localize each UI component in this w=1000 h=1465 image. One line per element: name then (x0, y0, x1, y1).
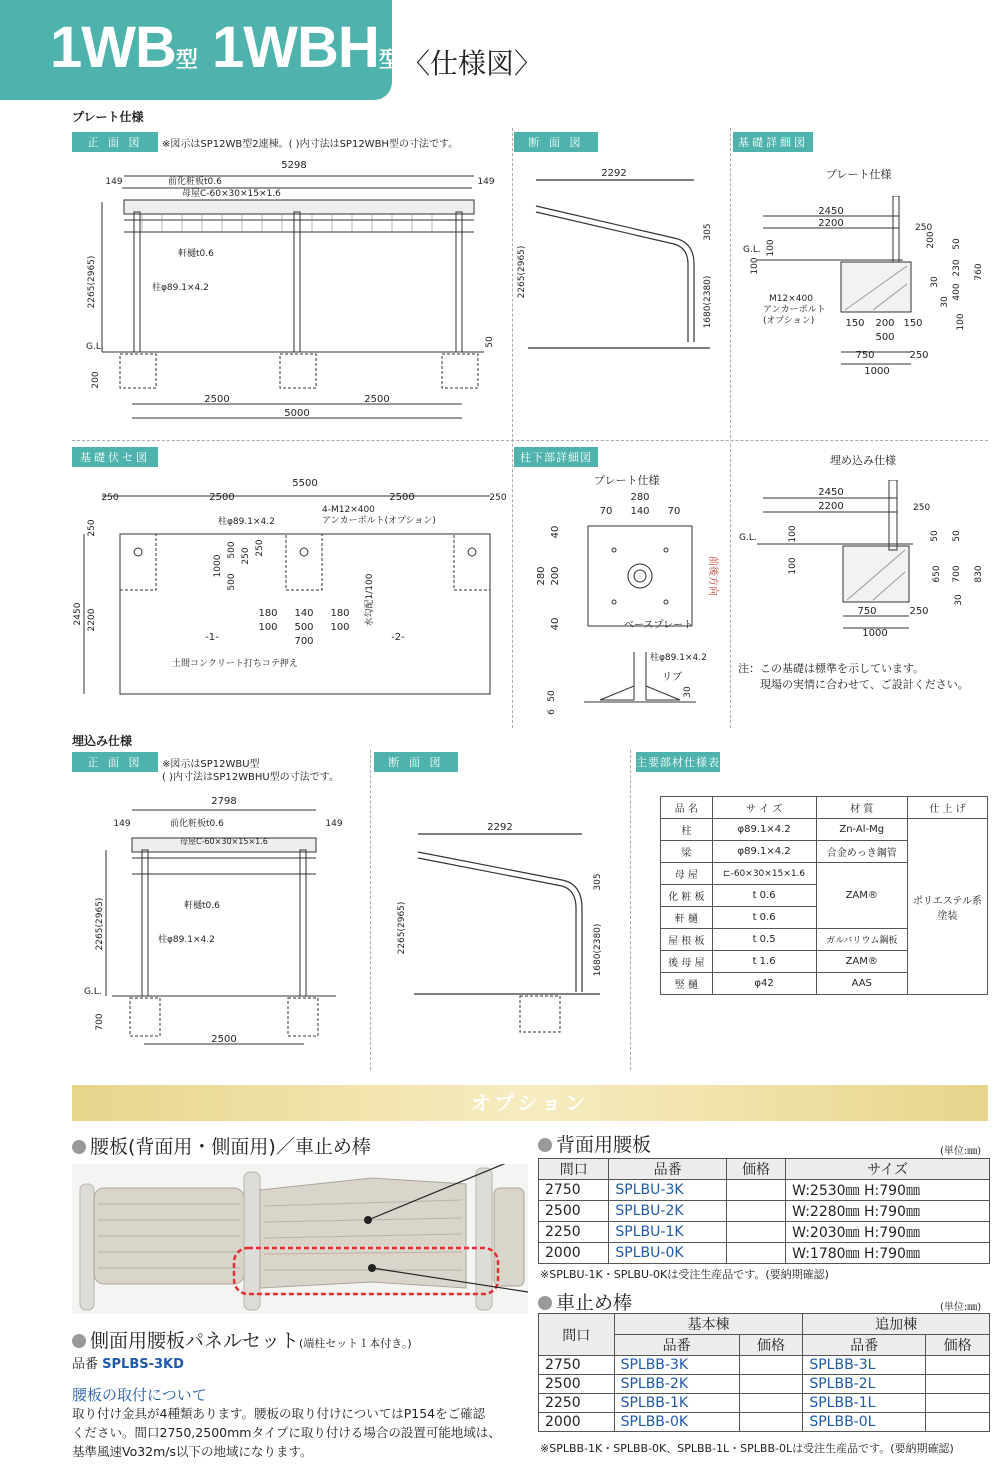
ef-height: 2265(2965) (95, 897, 105, 951)
es-clear: 1680(2380) (593, 923, 603, 977)
pd-a: 70 (599, 506, 613, 517)
dim-edge-right: 149 (477, 177, 495, 187)
table-row: 竪 樋 φ42 AAS (661, 973, 988, 995)
label-post: 柱φ89.1×4.2 (152, 283, 209, 293)
plan-m4: 250 (241, 547, 251, 565)
table-row: 化 粧 板 t 0.6 (661, 885, 988, 907)
side-code: 品番 SPLBS-3KD (72, 1357, 184, 1372)
fd-o: 150 (903, 318, 923, 329)
ef-gl: G.L. (84, 987, 102, 997)
embed-front-drawing (72, 790, 368, 1056)
ef-edge-right: 149 (325, 819, 343, 829)
plan-w5: 500 (294, 622, 314, 633)
pd-h3: 40 (550, 617, 561, 631)
tag-section-view: 断 面 図 (514, 132, 598, 152)
tag-materials: 主要部材仕様表 (636, 752, 720, 772)
table-row: 2500 SPLBB-2K SPLBB-2L (539, 1375, 990, 1394)
tag-plan-view: 基礎伏セ図 (72, 447, 158, 467)
ed-f: 50 (952, 530, 962, 542)
foundation-plate-title: プレート仕様 (826, 168, 892, 181)
dim-gl-gap: 50 (485, 336, 495, 348)
table-row: 柱 φ89.1×4.2 Zn-Al-Mg ポリエステル系塗装 (661, 819, 988, 841)
fd-i: 30 (930, 276, 940, 288)
plan-mark-2: -2- (391, 632, 405, 643)
label-gutter: 軒樋t0.6 (178, 249, 214, 259)
dim-total: 5298 (281, 160, 307, 171)
plan-s2: 2500 (389, 492, 415, 503)
plan-m2: 500 (227, 541, 237, 559)
plan-view-drawing (72, 470, 508, 706)
plan-post: 柱φ89.1×4.2 (218, 517, 275, 527)
dim-span-right: 2500 (364, 394, 390, 405)
fd-bolt-1: M12×400 (769, 294, 813, 304)
table-row: 梁 φ89.1×4.2 合金めっき鋼管 (661, 841, 988, 863)
materials-table (660, 796, 988, 995)
ed-i: 700 (952, 565, 962, 583)
tag-post-detail: 柱下部詳細図 (514, 447, 598, 467)
plan-slope: 水勾配1/100 (365, 573, 375, 627)
plan-m1: 1000 (213, 554, 223, 578)
fd-c: 250 (915, 223, 933, 233)
embed-section-drawing (374, 810, 626, 1040)
ef-gutter: 軒樋t0.6 (184, 901, 220, 911)
plan-m5: 250 (255, 539, 265, 557)
back-panel-unit: (単位:㎜) (940, 1146, 982, 1157)
ed-h: 650 (932, 565, 942, 583)
ed-k: 30 (954, 594, 964, 606)
tag-embed-section: 断 面 図 (374, 752, 458, 772)
plan-d-b: 2200 (87, 608, 97, 632)
divider (630, 750, 631, 1070)
plan-e2: 250 (489, 493, 507, 503)
dim-depth: 2292 (601, 168, 627, 179)
fd-f2: 100 (750, 257, 760, 275)
fd-n: 200 (875, 318, 895, 329)
plan-w6: 100 (330, 622, 350, 633)
front-view-drawing (72, 152, 508, 428)
plan-w3: 180 (330, 608, 350, 619)
pd-rib: リブ (662, 672, 682, 683)
fd-r: 250 (909, 350, 929, 361)
plan-mark-1: -1- (205, 632, 219, 643)
table-row: 2000 SPLBU-0K W:1780㎜ H:790㎜ (539, 1243, 990, 1264)
ed-e: 50 (930, 530, 940, 542)
back-panel-table (538, 1158, 990, 1264)
embed-title: 埋め込み仕様 (830, 454, 896, 467)
fd-g: 230 (952, 259, 962, 277)
install-text: 取り付け金具が4種類あります。腰板の取り付けについてはP154をご確認 ください。間口2750,2500mmタイプに取り付ける場合の設置可能地域は、 基準風速Vo32m/s以下の地域になります。 (72, 1406, 501, 1459)
ed-m: 250 (909, 606, 929, 617)
table-row: 2250 SPLBB-1K SPLBB-1L (539, 1394, 990, 1413)
fd-m: 150 (845, 318, 865, 329)
dim-clear: 1680(2380) (703, 275, 713, 329)
plan-w1: 180 (258, 608, 278, 619)
bullet-icon (72, 1334, 86, 1348)
embed-foundation-drawing (733, 480, 993, 640)
section-view-drawing (514, 152, 726, 352)
table-row: 母 屋 ⊏-60×30×15×1.6 ZAM® (661, 863, 988, 885)
dim-rise: 305 (703, 223, 713, 241)
table-row: 2750 SPLBB-3K SPLBB-3L (539, 1356, 990, 1375)
plan-e1: 250 (101, 493, 119, 503)
fd-gl: G.L. (743, 245, 761, 255)
label-fascia: 前化粧板t0.6 (168, 177, 222, 187)
divider (512, 128, 513, 728)
dim-height: 2265(2965) (87, 255, 97, 309)
plan-s1: 2500 (209, 492, 235, 503)
es-depth: 2292 (487, 822, 513, 833)
ed-a: 2450 (818, 487, 844, 498)
fd-l: 100 (956, 313, 966, 331)
divider (72, 440, 988, 441)
dim-height: 2265(2965) (517, 245, 527, 299)
front-note: ※図示はSP12WB型2連棟。( )内寸法はSP12WBH型の寸法です。 (162, 139, 459, 150)
gl-label: G.L. (86, 342, 104, 352)
table-row: 2500 SPLBU-2K W:2280㎜ H:790㎜ (539, 1201, 990, 1222)
ef-total: 2798 (211, 796, 237, 807)
pd-dir: 前後方向 (707, 556, 718, 596)
divider (370, 750, 371, 1070)
dim-footing: 200 (91, 371, 101, 389)
back-panel-title: 背面用腰板 (538, 1130, 651, 1157)
tag-foundation-detail: 基礎詳細図 (733, 132, 813, 152)
tag-embed-front: 正 面 図 (72, 752, 158, 772)
fd-f: 100 (766, 239, 776, 257)
pd-b: 140 (630, 506, 650, 517)
table-row: 軒 樋 t 0.6 (661, 907, 988, 929)
table-row: 屋 根 板 t 0.5 ガルバリウム鋼板 (661, 929, 988, 951)
plate-spec-heading: プレート仕様 (72, 110, 144, 124)
table-row: 2000 SPLBB-0K SPLBB-0L (539, 1413, 990, 1432)
fd-s: 1000 (864, 366, 890, 377)
table-row: 2750 SPLBU-3K W:2530㎜ H:790㎜ (539, 1180, 990, 1201)
table-row: 2250 SPLBU-1K W:2030㎜ H:790㎜ (539, 1222, 990, 1243)
ed-g: 100 (788, 557, 798, 575)
pd-h: 280 (536, 566, 547, 586)
pd-base: ベースプレート (624, 620, 694, 631)
table-row: 間口 基本棟 追加棟 (539, 1314, 990, 1335)
ef-embed: 700 (95, 1013, 105, 1031)
ed-d: 100 (788, 525, 798, 543)
ef-post: 柱φ89.1×4.2 (158, 935, 215, 945)
pd-h2: 200 (550, 566, 561, 586)
fd-h: 760 (974, 263, 984, 281)
ed-l: 750 (857, 606, 877, 617)
fd-a: 2450 (818, 206, 844, 217)
fd-bolt-2: アンカーボルト (763, 305, 826, 315)
table-row: 間口 品番 価格 サイズ (539, 1159, 990, 1180)
options-bar: オプション (72, 1085, 988, 1121)
post-detail-drawing (514, 486, 726, 722)
ef-edge-left: 149 (113, 819, 131, 829)
fd-j: 400 (952, 283, 962, 301)
fd-q: 750 (855, 350, 875, 361)
install-title: 腰板の取付について (72, 1386, 207, 1404)
dim-span-left: 2500 (204, 394, 230, 405)
plan-concrete: 土間コンクリート打ちコテ押え (172, 659, 298, 669)
plan-w4: 100 (258, 622, 278, 633)
dim-span-total: 5000 (284, 408, 310, 419)
divider (730, 444, 731, 728)
plan-bolt-2: アンカーボルト(オプション) (322, 516, 436, 526)
stopper-title: 車止め棒 (538, 1288, 632, 1315)
pd-w: 280 (630, 492, 650, 503)
ed-c: 250 (913, 503, 931, 513)
post-detail-title: プレート仕様 (594, 474, 660, 487)
foundation-plate-drawing (733, 196, 993, 382)
plan-bolt-1: 4-M12×400 (322, 505, 375, 515)
foundation-note-1: 注：この基礎は標準を示しています。 (738, 662, 925, 675)
panel-title: 腰板(背面用・側面用)／車止め棒 (72, 1132, 371, 1159)
bullet-icon (538, 1296, 552, 1310)
back-panel-note: ※SPLBU-1K・SPLBU-0Kは受注生産品です。(要納期確認) (540, 1268, 829, 1281)
plan-w7: 700 (294, 636, 314, 647)
pd-t2: 50 (547, 690, 557, 702)
pd-c: 70 (667, 506, 681, 517)
pd-h1: 40 (550, 525, 561, 539)
embed-spec-heading: 埋込み仕様 (72, 734, 133, 748)
side-panel-title: 側面用腰板パネルセット(端柱セット１本付き。) (72, 1326, 412, 1353)
table-row: 後 母 屋 t 1.6 ZAM® (661, 951, 988, 973)
fd-bolt-3: (オプション) (763, 316, 815, 326)
embed-front-note-1: ※図示はSP12WBU型 (162, 759, 260, 770)
tag-front-view: 正 面 図 (72, 132, 158, 152)
finish-cell: ポリエステル系塗装 (908, 819, 988, 995)
ed-gl: G.L. (739, 533, 757, 543)
stopper-note: ※SPLBB-1K・SPLBB-0K、SPLBB-1L・SPLBB-0Lは受注生産品です。(要納期確認) (540, 1442, 954, 1455)
label-purlin: 母屋C-60×30×15×1.6 (182, 189, 281, 199)
plan-m3: 500 (227, 573, 237, 591)
fd-e: 50 (952, 238, 962, 250)
embed-front-note-2: ( )内寸法はSP12WBHU型の寸法です。 (162, 772, 339, 783)
pd-post: 柱φ89.1×4.2 (650, 653, 707, 663)
stopper-table (538, 1313, 990, 1432)
bullet-icon (538, 1138, 552, 1152)
fd-p: 500 (875, 332, 895, 343)
table-row: 品番 価格 品番 価格 (539, 1335, 990, 1356)
pd-t3: 30 (683, 686, 693, 698)
pd-t1: 6 (547, 709, 557, 715)
page-title: 1WB型 1WBH型 (50, 15, 400, 80)
fd-k: 30 (940, 296, 950, 308)
ef-fascia: 前化粧板t0.6 (170, 819, 224, 829)
ef-span: 2500 (211, 1034, 237, 1045)
plan-total: 5500 (292, 478, 318, 489)
ed-n: 1000 (862, 628, 888, 639)
stopper-unit: (単位:㎜) (940, 1302, 982, 1313)
fd-b: 2200 (818, 218, 844, 229)
divider (730, 128, 731, 438)
plan-w2: 140 (294, 608, 314, 619)
ed-b: 2200 (818, 501, 844, 512)
panel-illustration (72, 1164, 528, 1314)
es-rise: 305 (593, 873, 603, 891)
plan-d-a: 250 (87, 519, 97, 537)
dim-edge-left: 149 (105, 177, 123, 187)
plan-d-total: 2450 (73, 602, 83, 626)
page-subtitle: 〈仕様図〉 (402, 47, 543, 80)
es-height: 2265(2965) (397, 901, 407, 955)
ef-purlin: 母屋C-60×30×15×1.6 (180, 837, 268, 846)
ed-j: 830 (974, 565, 984, 583)
bullet-icon (72, 1140, 86, 1154)
table-row: 品 名 サ イ ズ 材 質 仕 上 げ (661, 797, 988, 819)
foundation-note-2: 現場の実情に合わせて、ご設計ください。 (760, 678, 969, 691)
fd-d: 200 (926, 231, 936, 249)
